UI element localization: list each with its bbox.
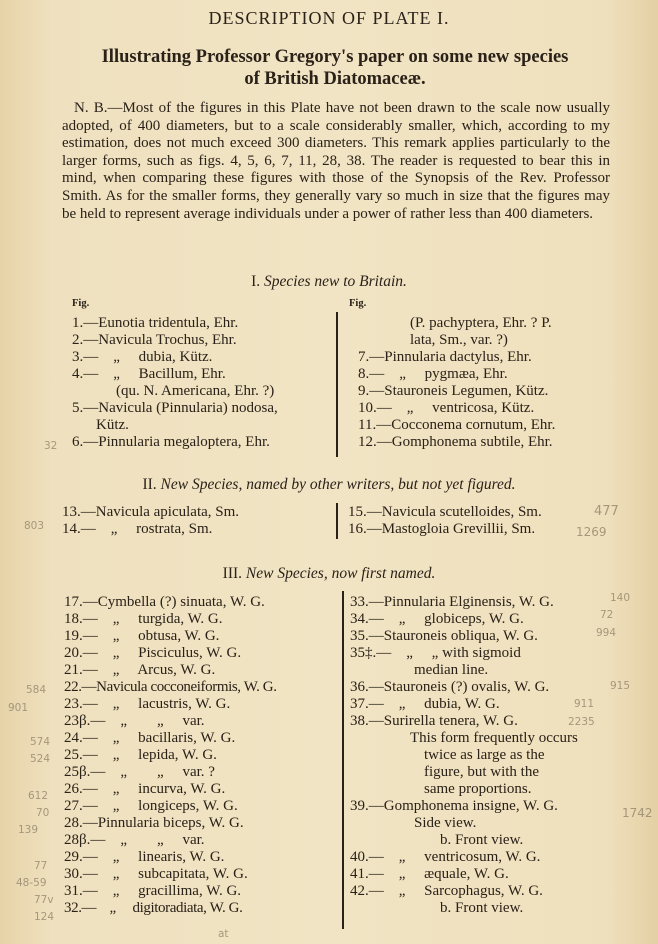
fig-label-left: Fig. [72,298,90,309]
pencil-note: 32 [44,440,58,452]
list-item: 31.— „ gracillima, W. G. [64,883,242,899]
list-item: 22.—Navicula cocconeiformis, W. G. [64,679,277,695]
list-item: 4.— „ Bacillum, Ehr. [72,366,226,382]
pencil-note: 911 [574,698,595,710]
list-item: 10.— „ ventricosa, Kütz. [358,400,535,416]
list-item: 38.—Surirella tenera, W. G. [350,713,518,729]
section-1-heading [0,273,658,291]
pencil-note: 584 [26,684,47,696]
list-item: 3.— „ dubia, Kütz. [72,349,213,365]
section-2-right-list [348,504,542,538]
list-item: (P. pachyptera, Ehr. ? P. [410,315,552,331]
page-subtitle [40,46,630,90]
list-item: 7.—Pinnularia dactylus, Ehr. [358,349,532,365]
page-title: DESCRIPTION OF PLATE I. [208,8,450,28]
list-item: 18.— „ turgida, W. G. [64,611,223,627]
list-item: This form frequently occurs [410,730,578,746]
list-item: 13.—Navicula apiculata, Sm. [62,504,240,520]
list-item: Kütz. [96,417,129,433]
section-3-title: New Species, now first named. [245,565,436,582]
list-item: 21.— „ Arcus, W. G. [64,662,216,678]
pencil-note: 1269 [576,525,607,539]
list-item: 25β.— „ „ var. ? [64,764,215,780]
section-3-left-list [64,594,277,917]
list-item: 40.— „ ventricosum, W. G. [350,849,541,865]
pencil-note: 1742 [622,806,653,820]
list-item: figure, but with the [424,764,539,780]
list-item: 28.—Pinnularia biceps, W. G. [64,815,244,831]
list-item: 17.—Cymbella (?) sinuata, W. G. [64,594,265,610]
pencil-note: 477 [594,504,619,519]
list-item: 16.—Mastogloia Grevillii, Sm. [348,521,536,537]
nota-bene-paragraph: N. B.—Most of the figures in this Plate have not been drawn to the scale now usually adopted, of 400 diameters, but to a scale considerably smaller, which, according to my estimation, does not much exceed 300 diameters. This remark applies particularly to the larger forms, such as figs. 4, 5, 6, 7, 11, 28, 38. The reader is requested to bear this in mind, when comparing these figures with those of the Synopsis of the Rev. Professor Smith. As for the smaller forms, they generally vary so much in size that the figures may be held to represent average individuals under a power of rather less than 400 diameters. [62,100,610,222]
section-2-left-list [62,504,239,538]
pencil-note: 77 [34,860,48,872]
pencil-note: 803 [24,520,45,532]
list-item: 37.— „ dubia, W. G. [350,696,500,712]
pencil-note: 139 [18,824,39,836]
list-item: 8.— „ pygmæa, Ehr. [358,366,508,382]
list-item: 14.— „ rostrata, Sm. [62,521,213,537]
list-item: 2.—Navicula Trochus, Ehr. [72,332,237,348]
list-item: 20.— „ Pisciculus, W. G. [64,645,242,661]
pencil-note: 915 [610,680,631,692]
list-item: median line. [414,662,489,678]
list-item: 28β.— „ „ var. [64,832,205,848]
section-2-heading [0,476,658,494]
section-2-title: New Species, named by other writers, but not yet figured. [160,476,516,493]
list-item: 23.— „ lacustris, W. G. [64,696,231,712]
list-item: 6.—Pinnularia megaloptera, Ehr. [72,434,270,450]
list-item: 32.— „ digitoradiata, W. G. [64,900,243,916]
list-item: 1.—Eunotia tridentula, Ehr. [72,315,239,331]
pencil-note: 72 [600,609,614,621]
pencil-note: 524 [30,753,51,765]
list-item: Side view. [414,815,477,831]
list-item: (qu. N. Americana, Ehr. ?) [116,383,275,399]
list-item: 36.—Stauroneis (?) ovalis, W. G. [350,679,550,695]
list-item: 5.—Navicula (Pinnularia) nodosa, [72,400,278,416]
list-item: 25.— „ lepida, W. G. [64,747,217,763]
fig-label-right: Fig. [349,298,367,309]
column-divider [342,591,344,929]
section-1-number: I. [251,273,261,290]
list-item: 33.—Pinnularia Elginensis, W. G. [350,594,554,610]
pencil-note: 140 [610,592,631,604]
pencil-note: 2235 [568,716,595,728]
section-1-left-list [72,315,278,451]
list-item: 11.—Cocconema cornutum, Ehr. [358,417,556,433]
list-item: 19.— „ obtusa, W. G. [64,628,220,644]
list-item: b. Front view. [440,832,524,848]
list-item: lata, Sm., var. ?) [410,332,508,348]
list-item: 9.—Stauroneis Legumen, Kütz. [358,383,549,399]
list-item: 27.— „ longiceps, W. G. [64,798,238,814]
pencil-note: at [218,928,229,940]
section-3-heading [0,565,658,583]
pencil-note: 994 [596,627,617,639]
section-1-right-list [358,315,555,451]
pencil-note: 901 [8,702,29,714]
list-item: b. Front view. [440,900,524,916]
pencil-note: 48-59 [16,877,47,889]
pencil-note: 124 [34,911,55,923]
list-item: 12.—Gomphonema subtile, Ehr. [358,434,553,450]
pencil-note: 70 [36,807,50,819]
list-item: 24.— „ bacillaris, W. G. [64,730,236,746]
list-item: 29.— „ linearis, W. G. [64,849,225,865]
list-item: 42.— „ Sarcophagus, W. G. [350,883,543,899]
list-item: 41.— „ æquale, W. G. [350,866,509,882]
list-item: 30.— „ subcapitata, W. G. [64,866,248,882]
pencil-note: 77v [34,894,54,906]
pencil-note: 612 [28,790,49,802]
list-item: twice as large as the [424,747,545,763]
list-item: 39.—Gomphonema insigne, W. G. [350,798,558,814]
list-item: 15.—Navicula scutelloides, Sm. [348,504,542,520]
column-divider [336,503,338,539]
subtitle-line-1: Illustrating Professor Gregory's paper on some new species [101,47,569,67]
section-2-number: II. [142,476,157,493]
column-divider [336,312,338,457]
pencil-note: 574 [30,736,51,748]
section-3-right-list [350,594,578,917]
section-3-number: III. [222,565,243,582]
list-item: same proportions. [424,781,532,797]
subtitle-line-2: of British Diatomaceæ. [244,69,426,89]
list-item: 26.— „ incurva, W. G. [64,781,226,797]
list-item: 34.— „ globiceps, W. G. [350,611,524,627]
section-1-title: Species new to Britain. [264,273,407,290]
list-item: 35‡.— „ „ with sigmoid [350,645,521,661]
list-item: 35.—Stauroneis obliqua, W. G. [350,628,538,644]
list-item: 23β.— „ „ var. [64,713,205,729]
